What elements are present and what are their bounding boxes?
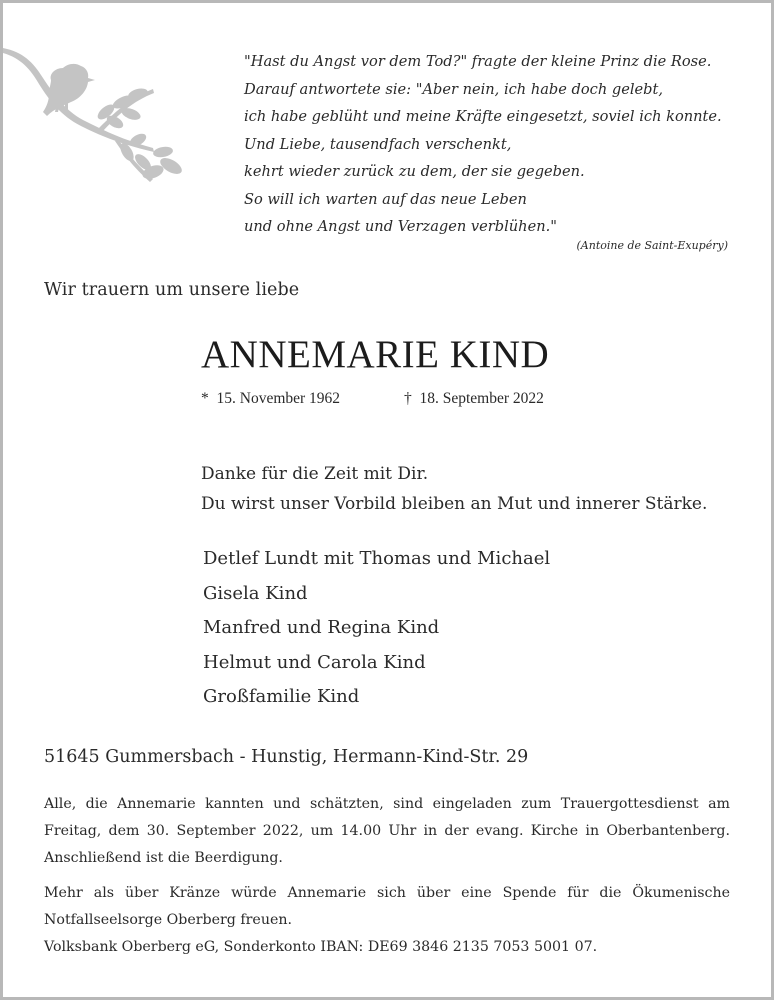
death-date: 18. September 2022 (419, 390, 544, 407)
mourner-item: Detlef Lundt mit Thomas und Michael (203, 548, 551, 569)
quote-line: So will ich warten auf das neue Leben (244, 190, 527, 208)
thanks-line: Du wirst unser Vorbild bleiben an Mut und innerer Stärke. (201, 494, 708, 514)
thanks-text (201, 459, 707, 519)
birth-date-group (201, 390, 404, 408)
mourners-list (203, 542, 550, 715)
intro-text: Wir trauern um unsere liebe (44, 280, 300, 300)
donation-line: Volksbank Oberberg eG, Sonderkonto IBAN: DE69 3846 2135 7053 5001 07. (44, 939, 598, 955)
life-dates (201, 390, 544, 408)
death-symbol: † (404, 390, 412, 407)
quote-line: kehrt wieder zurück zu dem, der sie gegeben. (244, 163, 585, 180)
birth-date: 15. November 1962 (216, 390, 341, 407)
quote-line: und ohne Angst und Verzagen verblühen." (244, 218, 557, 235)
mourner-item: Großfamilie Kind (203, 686, 360, 707)
service-line: Anschließend ist die Beerdigung. (44, 850, 283, 866)
service-line: Alle, die Annemarie kannten und schätzten, sind eingeladen zum Trauergottesdienst am (44, 796, 730, 812)
donation-line: Notfallseelsorge Oberberg freuen. (44, 912, 292, 928)
thanks-line: Danke für die Zeit mit Dir. (201, 464, 429, 484)
poem-quote (244, 48, 744, 241)
bird-on-branch-icon (3, 44, 193, 189)
family-address: 51645 Gummersbach - Hunstig, Hermann-Kind-Str. 29 (44, 747, 529, 767)
donation-notice (44, 880, 730, 961)
quote-line: Und Liebe, tausendfach verschenkt, (244, 135, 512, 153)
deceased-name: ANNEMARIE KIND (201, 333, 550, 376)
quote-line: Darauf antwortete sie: "Aber nein, ich habe doch gelebt, (244, 80, 664, 98)
quote-line: "Hast du Angst vor dem Tod?" fragte der kleine Prinz die Rose. (244, 53, 712, 70)
mourner-item: Manfred und Regina Kind (203, 617, 440, 638)
donation-line: Mehr als über Kränze würde Annemarie sich über eine Spende für die Ökumenische (44, 885, 730, 901)
mourner-item: Gisela Kind (203, 582, 308, 604)
quote-source: (Antoine de Saint-Exupéry) (576, 239, 728, 252)
service-notice (44, 791, 730, 872)
mourner-item: Helmut und Carola Kind (203, 651, 426, 673)
birth-symbol: * (201, 390, 209, 407)
service-line: Freitag, dem 30. September 2022, um 14.00 Uhr in der evang. Kirche in Oberbantenberg. (44, 823, 730, 839)
quote-line: ich habe geblüht und meine Kräfte eingesetzt, soviel ich konnte. (244, 108, 722, 125)
